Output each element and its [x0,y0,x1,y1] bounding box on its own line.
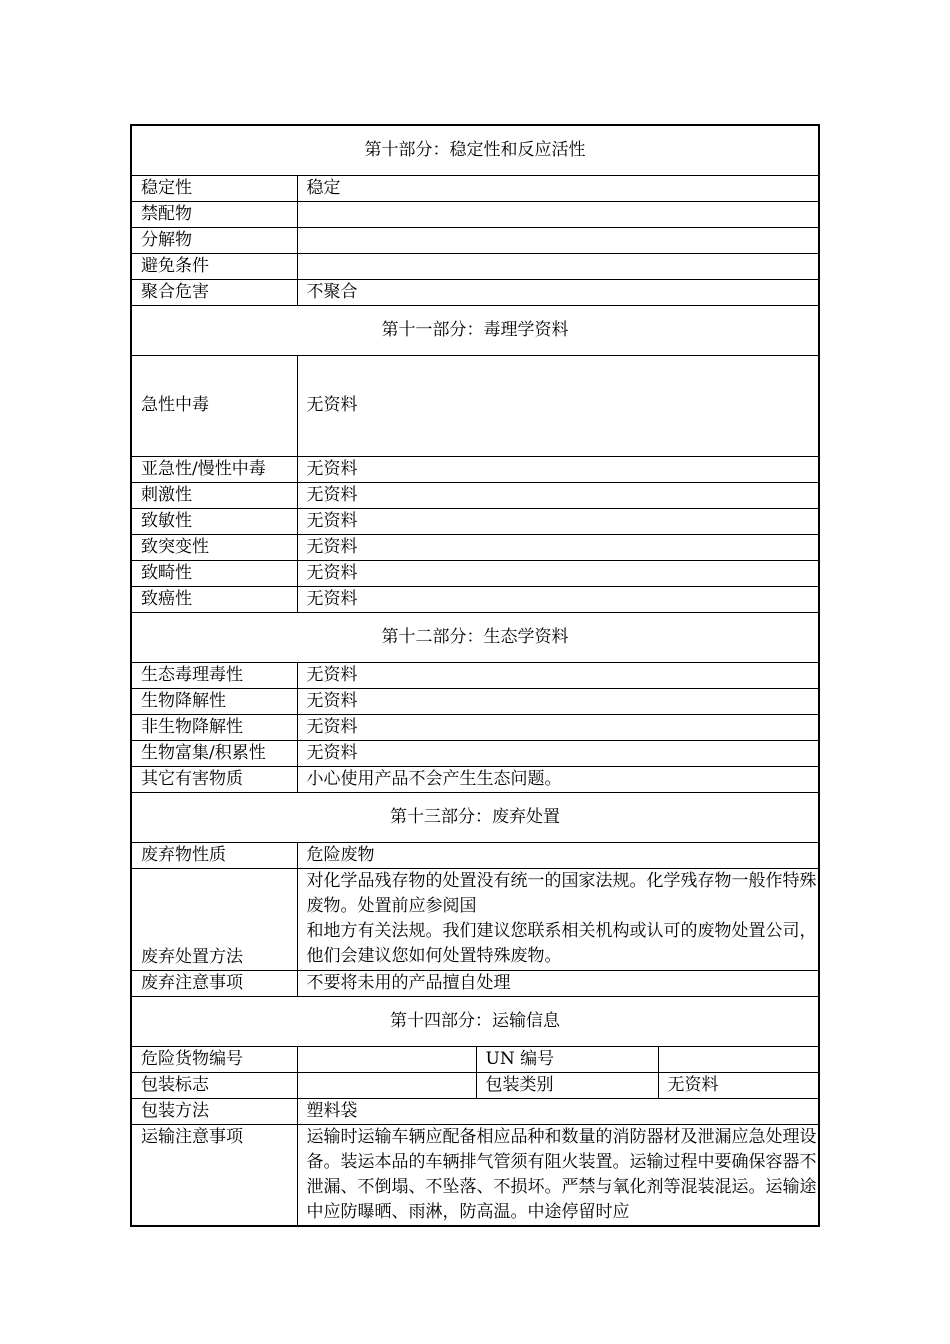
row-label: 非生物降解性 [131,714,297,740]
row-value: 无资料 [297,740,819,766]
row-value: 无资料 [297,508,819,534]
disposal-method-paragraph-2: 和地方有关法规。我们建议您联系相关机构或认可的废物处置公司，他们会建议您如何处置特殊废物。 [306,920,817,966]
row-label: 生物富集/积累性 [131,740,297,766]
row-value: 无资料 [297,355,819,456]
row-value: 无资料 [297,482,819,508]
row-value [297,227,819,253]
disposal-method-paragraph-1: 对化学品残存物的处置没有统一的国家法规。化学残存物一般作特殊废物。处置前应参阅国 [306,870,817,916]
row-value: 无资料 [297,534,819,560]
disposal-notes-value: 不要将未用的产品擅自处理 [297,970,819,996]
row-value: 无资料 [297,688,819,714]
msds-sheet [130,124,818,1227]
row-label: 稳定性 [131,175,297,201]
row-value [297,253,819,279]
transport-notes-value: 运输时运输车辆应配备相应品种和数量的消防器材及泄漏应急处理设备。装运本品的车辆排气管须有阻火装置。运输过程中要确保容器不泄漏、不倒塌、不坠落、不损坏。严禁与氧化剂等混装混运。运输途中应防曝晒、雨淋，防高温。中途停留时应 [297,1124,819,1226]
row-label: 致癌性 [131,586,297,612]
row-label: 生物降解性 [131,688,297,714]
row-label: 禁配物 [131,201,297,227]
section-14-title: 第十四部分：运输信息 [131,996,819,1046]
msds-table [130,124,820,1227]
dangerous-goods-number-label: 危险货物编号 [131,1046,297,1072]
row-value: 无资料 [297,714,819,740]
un-number-label: UN 编号 [476,1046,658,1072]
row-label: 其它有害物质 [131,766,297,792]
section-11-title: 第十一部分：毒理学资料 [131,305,819,355]
dangerous-goods-number-value [297,1046,476,1072]
packaging-mark-label: 包装标志 [131,1072,297,1098]
row-value: 无资料 [297,662,819,688]
row-value: 无资料 [297,456,819,482]
row-label: 致敏性 [131,508,297,534]
row-label: 分解物 [131,227,297,253]
section-10-title: 第十部分：稳定性和反应活性 [131,125,819,175]
packaging-class-label: 包装类别 [476,1072,658,1098]
row-value: 稳定 [297,175,819,201]
waste-nature-value: 危险废物 [297,842,819,868]
row-value: 不聚合 [297,279,819,305]
packaging-method-value: 塑料袋 [297,1098,819,1124]
row-value [297,201,819,227]
row-label: 聚合危害 [131,279,297,305]
row-label: 急性中毒 [131,355,297,456]
disposal-method-label: 废弃处置方法 [131,868,297,970]
packaging-method-label: 包装方法 [131,1098,297,1124]
row-value: 无资料 [297,560,819,586]
un-number-value [658,1046,819,1072]
disposal-method-value [297,868,819,970]
packaging-class-value: 无资料 [658,1072,819,1098]
row-label: 致畸性 [131,560,297,586]
transport-notes-label: 运输注意事项 [131,1124,297,1226]
row-value: 小心使用产品不会产生生态问题。 [297,766,819,792]
row-value: 无资料 [297,586,819,612]
disposal-notes-label: 废弃注意事项 [131,970,297,996]
waste-nature-label: 废弃物性质 [131,842,297,868]
row-label: 避免条件 [131,253,297,279]
row-label: 致突变性 [131,534,297,560]
row-label: 亚急性/慢性中毒 [131,456,297,482]
row-label: 刺激性 [131,482,297,508]
section-12-title: 第十二部分：生态学资料 [131,612,819,662]
packaging-mark-value [297,1072,476,1098]
section-13-title: 第十三部分：废弃处置 [131,792,819,842]
row-label: 生态毒理毒性 [131,662,297,688]
